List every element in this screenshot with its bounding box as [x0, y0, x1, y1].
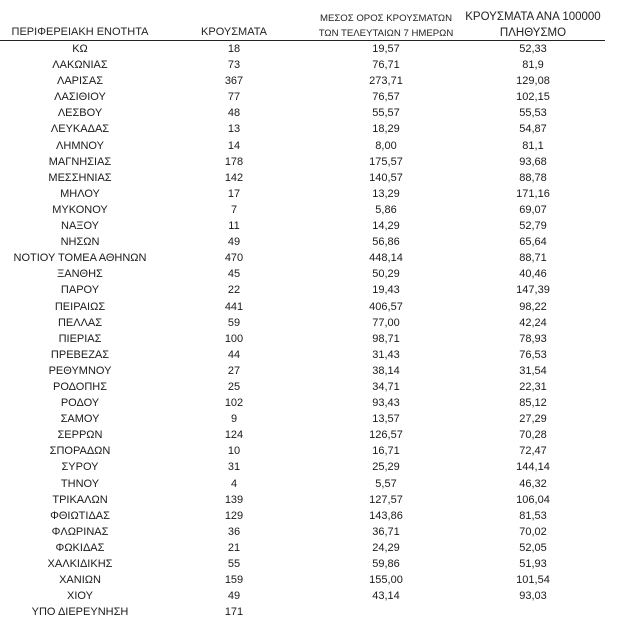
cell-cases: 59 [227, 316, 241, 329]
cell-per100k: 102,15 [516, 91, 550, 104]
table-row [0, 154, 618, 170]
table-row [0, 476, 618, 492]
header-cases: ΚΡΟΥΣΜΑΤΑ [201, 26, 267, 38]
cell-region: ΧΑΛΚΙΔΙΚΗΣ [47, 558, 113, 570]
cell-per100k: 98,22 [519, 300, 547, 313]
cell-cases: 49 [227, 236, 241, 249]
table-row [0, 170, 618, 186]
table-row [0, 524, 618, 540]
cell-avg7: 126,57 [369, 429, 403, 442]
cell-cases: 4 [230, 477, 238, 490]
cell-avg7: 5,86 [375, 203, 397, 216]
cell-per100k: 51,93 [519, 558, 547, 570]
cell-per100k: 72,47 [519, 445, 547, 458]
cell-region: ΠΕΙΡΑΙΩΣ [54, 300, 106, 313]
cell-avg7: 13,29 [372, 187, 400, 200]
header-per100k-line1: ΚΡΟΥΣΜΑΤΑ ΑΝΑ 100000 [465, 11, 601, 23]
cell-region: ΦΛΩΡΙΝΑΣ [51, 525, 109, 538]
table-row [0, 347, 618, 363]
table-row [0, 282, 618, 298]
cell-region: ΞΑΝΘΗΣ [57, 268, 103, 281]
cell-region: ΛΕΥΚΑΔΑΣ [50, 123, 110, 136]
table-row [0, 105, 618, 121]
cell-avg7: 19,43 [372, 284, 400, 297]
cell-per100k: 27,29 [519, 413, 547, 426]
cell-avg7: 59,86 [372, 558, 400, 570]
table-row [0, 492, 618, 508]
table-body [0, 41, 618, 620]
cell-cases: 45 [227, 268, 241, 281]
cell-per100k: 55,53 [519, 107, 547, 120]
cell-cases: 18 [227, 43, 241, 55]
cell-cases: 14 [227, 139, 241, 152]
cell-avg7: 36,71 [372, 525, 400, 538]
cell-per100k: 144,14 [516, 461, 550, 474]
cell-cases: 13 [227, 123, 241, 136]
cell-cases: 100 [224, 332, 244, 345]
table-row [0, 395, 618, 411]
table-row [0, 202, 618, 218]
cell-region: ΛΑΣΙΘΙΟΥ [54, 91, 106, 104]
cell-avg7: 25,29 [372, 461, 400, 474]
cell-per100k: 101,54 [516, 574, 550, 587]
table-row [0, 299, 618, 315]
table-row [0, 540, 618, 556]
cell-per100k: 70,02 [519, 525, 547, 538]
cell-cases: 142 [224, 171, 244, 184]
cell-per100k: 70,28 [519, 429, 547, 442]
header-avg7-line2: ΤΩΝ ΤΕΛΕΥΤΑΙΩΝ 7 ΗΜΕΡΩΝ [318, 28, 454, 39]
cell-region: ΛΗΜΝΟΥ [56, 139, 104, 152]
cell-per100k: 129,08 [516, 75, 550, 88]
cell-cases: 48 [227, 107, 241, 120]
header-per100k-line2: ΠΛΗΘΥΣΜΟ [499, 27, 567, 39]
cell-region: ΛΕΣΒΟΥ [57, 107, 103, 120]
cell-cases: 441 [224, 300, 244, 313]
cell-region: ΛΑΡΙΣΑΣ [56, 75, 103, 88]
cell-cases: 55 [227, 558, 241, 570]
table-row [0, 572, 618, 588]
table-row [0, 443, 618, 459]
table-row [0, 588, 618, 604]
cell-avg7: 38,14 [372, 364, 400, 377]
cell-avg7: 8,00 [375, 139, 397, 152]
cell-avg7: 19,57 [372, 43, 400, 55]
cell-per100k: 22,31 [519, 380, 547, 393]
cell-region: ΜΥΚΟΝΟΥ [52, 203, 108, 216]
cell-region: ΛΑΚΩΝΙΑΣ [52, 59, 108, 72]
cell-region: ΥΠΟ ΔΙΕΡΕΥΝΗΣΗ [31, 606, 129, 619]
cell-per100k: 65,64 [519, 236, 547, 249]
cell-region: ΤΗΝΟΥ [60, 477, 100, 490]
cell-cases: 44 [227, 348, 241, 361]
table-row [0, 459, 618, 475]
cell-per100k: 88,78 [519, 171, 547, 184]
table-row [0, 250, 618, 266]
cell-region: ΝΑΞΟΥ [61, 220, 99, 233]
cell-cases: 49 [227, 590, 241, 603]
cell-avg7: 76,71 [372, 59, 400, 72]
cell-per100k: 78,93 [519, 332, 547, 345]
cell-per100k: 52,33 [519, 43, 547, 55]
cell-cases: 171 [224, 606, 244, 619]
cell-avg7: 77,00 [372, 316, 400, 329]
cell-region: ΦΩΚΙΔΑΣ [55, 541, 105, 554]
cell-region: ΣΑΜΟΥ [60, 413, 100, 426]
cell-per100k: 147,39 [516, 284, 550, 297]
cell-avg7: 448,14 [369, 252, 403, 265]
header-avg7-line1: ΜΕΣΟΣ ΟΡΟΣ ΚΡΟΥΣΜΑΤΩΝ [319, 13, 453, 24]
cell-cases: 25 [227, 380, 241, 393]
cell-avg7: 31,43 [372, 348, 400, 361]
cell-region: ΦΘΙΩΤΙΔΑΣ [50, 509, 110, 522]
cell-avg7: 93,43 [372, 397, 400, 410]
cell-per100k: 88,71 [519, 252, 547, 265]
cell-region: ΠΡΕΒΕΖΑΣ [50, 348, 110, 361]
table-row [0, 604, 618, 620]
cell-cases: 367 [224, 75, 244, 88]
cell-per100k: 106,04 [516, 493, 550, 506]
cell-per100k: 76,53 [519, 348, 547, 361]
cell-avg7: 55,57 [372, 107, 400, 120]
cell-avg7: 143,86 [369, 509, 403, 522]
header-region: ΠΕΡΙΦΕΡΕΙΑΚΗ ΕΝΟΤΗΤΑ [11, 26, 149, 38]
cell-avg7: 155,00 [369, 574, 403, 587]
cell-cases: 470 [224, 252, 244, 265]
cell-region: ΣΥΡΟΥ [61, 461, 99, 474]
table-row [0, 234, 618, 250]
cell-region: ΡΟΔΟΥ [60, 397, 100, 410]
cell-per100k: 81,53 [519, 509, 547, 522]
cell-cases: 77 [227, 91, 241, 104]
cell-region: ΜΕΣΣΗΝΙΑΣ [48, 171, 112, 184]
cell-avg7: 98,71 [372, 332, 400, 345]
cell-cases: 10 [227, 445, 241, 458]
cell-avg7: 13,57 [372, 413, 400, 426]
cell-avg7: 50,29 [372, 268, 400, 281]
table-row [0, 138, 618, 154]
cell-avg7: 175,57 [369, 155, 403, 168]
cell-per100k: 93,03 [519, 590, 547, 603]
cell-avg7: 34,71 [372, 380, 400, 393]
cell-avg7: 127,57 [369, 493, 403, 506]
cell-cases: 7 [230, 203, 238, 216]
cell-per100k: 52,79 [519, 220, 547, 233]
cell-region: ΣΕΡΡΩΝ [57, 429, 103, 442]
cell-cases: 159 [224, 574, 244, 587]
cell-region: ΣΠΟΡΑΔΩΝ [49, 445, 111, 458]
cell-cases: 102 [224, 397, 244, 410]
table-row [0, 427, 618, 443]
cell-avg7: 24,29 [372, 541, 400, 554]
cell-cases: 27 [227, 364, 241, 377]
cell-avg7: 5,57 [375, 477, 397, 490]
cell-cases: 36 [227, 525, 241, 538]
header-per100k [452, 9, 614, 41]
table-row [0, 508, 618, 524]
cell-per100k: 31,54 [519, 364, 547, 377]
table-row [0, 73, 618, 89]
cell-cases: 31 [227, 461, 241, 474]
cell-region: ΧΙΟΥ [67, 590, 93, 603]
cell-avg7: 273,71 [369, 75, 403, 88]
cell-avg7: 56,86 [372, 236, 400, 249]
cell-cases: 178 [224, 155, 244, 168]
header-avg7 [306, 11, 466, 41]
cell-per100k: 42,24 [519, 316, 547, 329]
cell-cases: 129 [224, 509, 244, 522]
cell-avg7: 16,71 [372, 445, 400, 458]
cell-cases: 124 [224, 429, 244, 442]
cell-per100k: 46,32 [519, 477, 547, 490]
cell-per100k: 81,9 [522, 59, 544, 72]
cell-region: ΧΑΝΙΩΝ [59, 574, 101, 587]
cell-cases: 73 [227, 59, 241, 72]
cell-region: ΠΕΛΛΑΣ [57, 316, 103, 329]
cell-per100k: 40,46 [519, 268, 547, 281]
cell-per100k: 54,87 [519, 123, 547, 136]
table-row [0, 218, 618, 234]
cell-region: ΠΑΡΟΥ [60, 284, 100, 297]
table-row [0, 331, 618, 347]
cell-per100k: 93,68 [519, 155, 547, 168]
table-row [0, 41, 618, 57]
cell-region: ΜΗΛΟΥ [60, 187, 100, 200]
cell-cases: 11 [228, 220, 240, 233]
cell-avg7: 43,14 [372, 590, 400, 603]
cell-region: ΡΕΘΥΜΝΟΥ [48, 364, 112, 377]
cell-avg7: 18,29 [372, 123, 400, 136]
cell-region: ΠΙΕΡΙΑΣ [58, 332, 102, 345]
table-row [0, 363, 618, 379]
cell-per100k: 52,05 [519, 541, 547, 554]
table-row [0, 266, 618, 282]
cell-avg7: 14,29 [372, 220, 400, 233]
cell-per100k: 69,07 [519, 203, 547, 216]
cell-region: ΤΡΙΚΑΛΩΝ [52, 493, 108, 506]
table-row [0, 186, 618, 202]
cell-avg7: 76,57 [372, 91, 400, 104]
cell-cases: 21 [227, 541, 241, 554]
cell-region: ΝΟΤΙΟΥ ΤΟΜΕΑ ΑΘΗΝΩΝ [13, 252, 147, 265]
cell-cases: 139 [224, 493, 244, 506]
table-row [0, 121, 618, 137]
cell-region: ΡΟΔΟΠΗΣ [52, 380, 108, 393]
cell-region: ΝΗΣΩΝ [60, 236, 100, 249]
cell-cases: 17 [227, 187, 241, 200]
table-row [0, 556, 618, 572]
cell-avg7: 406,57 [369, 300, 403, 313]
cell-cases: 9 [230, 413, 238, 426]
table-row [0, 57, 618, 73]
cell-per100k: 85,12 [519, 397, 547, 410]
table-row [0, 411, 618, 427]
cell-region: ΚΩ [72, 43, 88, 55]
cell-cases: 22 [227, 284, 241, 297]
table-row [0, 89, 618, 105]
table-row [0, 315, 618, 331]
cell-per100k: 171,16 [516, 187, 550, 200]
cell-avg7: 140,57 [369, 171, 403, 184]
table-row [0, 379, 618, 395]
cell-per100k: 81,1 [522, 139, 544, 152]
cell-region: ΜΑΓΝΗΣΙΑΣ [48, 155, 112, 168]
